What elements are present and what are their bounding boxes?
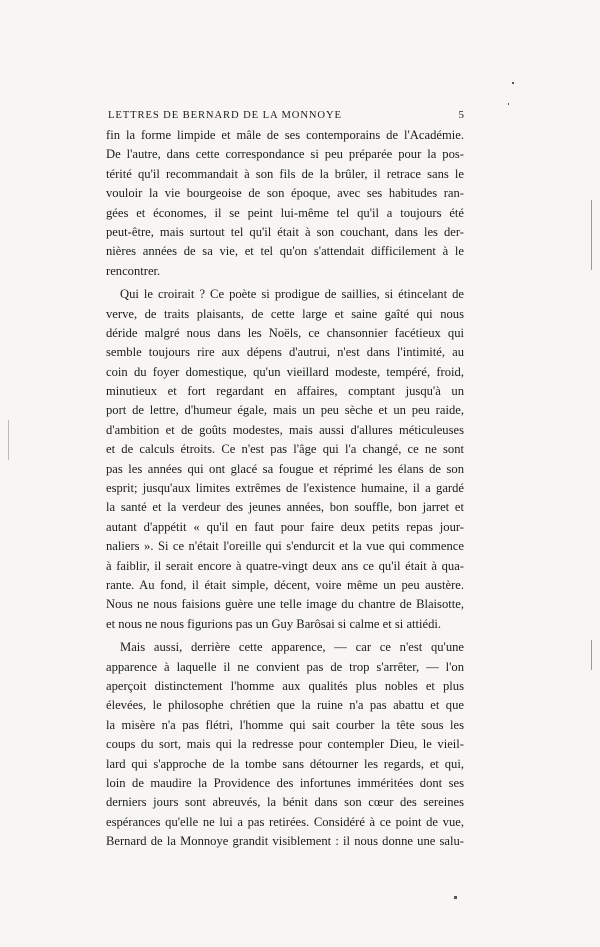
text-line: Qui le croirait ? Ce poète si prodigue de saillies, si étincelant de <box>120 287 464 302</box>
text-line: d'ambition et de goûts modestes, mais aussi d'allures méticuleuses <box>106 422 464 437</box>
text-line: lard qui s'approche de la tombe sans détourner les regards, et qui, <box>106 756 464 771</box>
text-line: rencontrer. <box>106 263 161 278</box>
text-line: verve, de traits plaisants, de cette large et saine gaîté qui nous <box>106 306 464 321</box>
text-line: port de lettre, d'humeur égale, mais un peu sèche et un peu raide, <box>106 403 464 418</box>
text-line: Bernard de la Monnoye grandit visiblement : il nous donne une salu- <box>106 834 464 849</box>
text-line: Nous ne nous faisions guère une telle image du chantre de Blaisotte, <box>106 597 464 612</box>
text-line: gées et économes, il se peint lui-même tel qu'il a toujours été <box>106 205 464 220</box>
running-header <box>108 109 464 121</box>
text-line: élevées, le philosophe chrétien que la ruine n'a pas abattu et que <box>106 698 464 713</box>
text-line: naliers ». Si ce n'était l'oreille qui s'endurcit et la vue qui commence <box>106 539 464 554</box>
text-line: pas les années qui ont glacé sa fougue et réprimé les élans de son <box>106 461 464 476</box>
scan-speck <box>508 103 509 105</box>
page-number: 5 <box>458 109 464 121</box>
text-line: la santé et la verdeur des jeunes années, bon souffle, bon jarret et <box>106 500 464 515</box>
text-line: et de calculs étroits. Ce n'est pas l'âge qui l'a changé, ce ne sont <box>106 442 464 457</box>
running-title: LETTRES DE BERNARD DE LA MONNOYE <box>108 110 342 121</box>
text-line: derniers jours sont abreuvés, la bénit dans son cœur des sereines <box>106 795 464 810</box>
text-line: aperçoit distinctement l'homme aux qualités plus nobles et plus <box>106 678 464 693</box>
text-line: semble toujours rire aux dépens d'autrui, n'est dans l'intimité, au <box>106 345 464 360</box>
text-line: minutieux et fort regardant en affaires, comptant jusqu'à un <box>106 384 464 399</box>
text-line: rante. Au fond, il était simple, décent, voire même un peu austère. <box>106 577 464 592</box>
text-line: loin de maudire la Providence des infortunes imméritées dont ses <box>106 775 464 790</box>
text-line: déride malgré nous dans les Noëls, ce chansonnier facétieux qui <box>106 325 464 340</box>
text-line: térité qu'il recommandait à son fils de la brûler, il retrace sans le <box>106 166 464 181</box>
text-line: espérances qu'elle ne lui a pas retirées. Considéré à ce point de vue, <box>106 814 464 829</box>
scan-edge-line <box>8 420 9 460</box>
text-line: Mais aussi, derrière cette apparence, — car ce n'est qu'une <box>120 640 464 655</box>
text-line: vouloir la vie bourgeoise de son époque, avec ses habitudes ran- <box>106 186 464 201</box>
text-line: à faiblir, il serait encore à quatre-vingt deux ans ce qu'il était à qua- <box>106 558 464 573</box>
scan-speck <box>512 82 514 84</box>
scan-speck <box>454 896 457 899</box>
text-line: nières années de sa vie, et tel qu'on s'attendait difficilement à le <box>106 244 464 259</box>
text-line: coin du foyer domestique, qu'un vieillard modeste, tempéré, froid, <box>106 364 464 379</box>
scan-edge-line <box>591 640 592 670</box>
page-body <box>106 126 464 851</box>
text-line: De l'autre, dans cette correspondance si peu préparée pour la pos- <box>106 147 464 162</box>
text-line: autant d'appétit « qu'il en faut pour faire deux petits repas jour- <box>106 519 464 534</box>
text-line: fin la forme limpide et mâle de ses contemporains de l'Académie. <box>106 128 464 142</box>
text-line: coups du sort, mais qui la redresse pour contempler Dieu, le vieil- <box>106 737 464 752</box>
text-line: et nous ne nous figurions pas un Guy Barôsai si calme et si attiédi. <box>106 616 442 631</box>
scan-edge-line <box>591 200 592 270</box>
text-line: apparence à laquelle il ne convient pas de trop s'arrêter, — l'on <box>106 659 464 674</box>
text-line: la misère n'a pas flétri, l'homme qui sait courber la tête sous les <box>106 717 464 732</box>
text-line: esprit; jusqu'aux limites extrêmes de l'existence humaine, il a gardé <box>106 481 464 496</box>
text-line: peut-être, mais surtout tel qu'il était à son couchant, dans les der- <box>106 224 464 239</box>
